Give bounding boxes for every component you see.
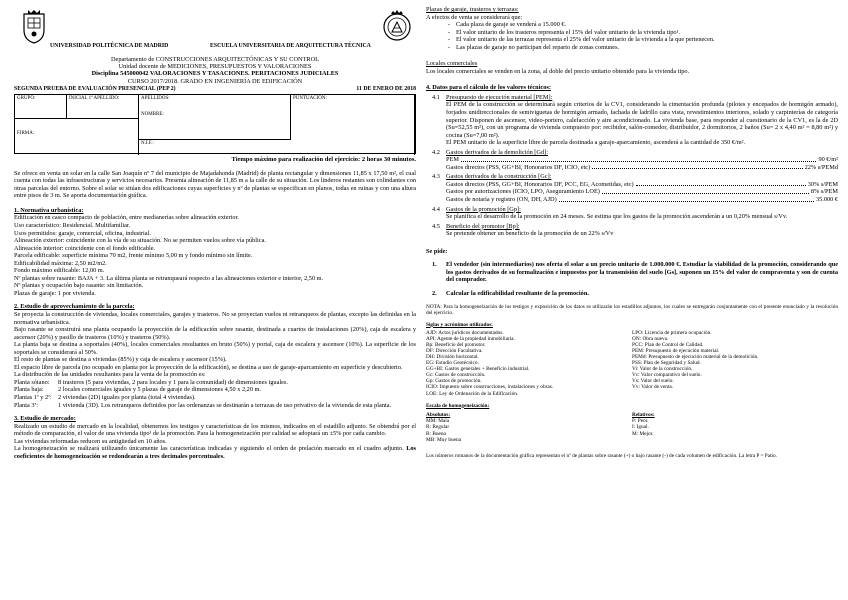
rule-line: Usos permitidos: garaje, comercial, oficina, industrial. (14, 229, 151, 237)
department-block (14, 56, 416, 85)
garage-intro: A efectos de venta se considerará que: (426, 13, 523, 21)
acronyms-right (632, 330, 838, 397)
right-column (426, 6, 838, 596)
acronyms-title: Siglas y acrónimos utilizados: (426, 321, 493, 328)
scale-list (426, 412, 838, 444)
subsection-number: 4.5 (432, 222, 440, 230)
school-crest-icon (382, 10, 412, 42)
acronym-item: Bp: Beneficio del promotor. (426, 341, 486, 348)
cost-row (446, 196, 838, 204)
section-2-para: El resto de plantas se destina a viviendas (85%) y caja de escalera y ascensor (15%). (14, 356, 227, 364)
acronym-item: Gp: Gastos de promoción. (426, 378, 482, 385)
subsection-number: 4.4 (432, 205, 440, 213)
distribution-list (14, 379, 416, 409)
nombre-label: NOMBRE: (141, 111, 164, 117)
scale-item: B: Bueno (426, 430, 447, 437)
subsection-4-2 (426, 149, 838, 172)
subsection-4-5 (426, 223, 838, 238)
rule-line: Edificabilidad máxima: 2,50 m2/m2. (14, 259, 107, 267)
firma-field[interactable]: FIRMA: (15, 119, 139, 155)
cost-row (446, 181, 838, 189)
acronym-item: API: Agente de la propiedad inmobiliaria. (426, 335, 515, 342)
scale-item: I: Igual. (632, 424, 649, 431)
note-text: NOTA: Para la homogeneización de los testigos y exposición de los datos se utilizarán los estadillos adjuntos, los cuales se entregarán conjuntamente con el presente enunciado y la resolución del ejercicio. (426, 303, 838, 316)
scale-absolute (426, 412, 632, 444)
question-number: 1. (432, 261, 437, 269)
cost-row (446, 156, 838, 164)
acronym-item: DH: División horizontal. (426, 354, 479, 361)
acronym-item: Vc: Valor comparativo del suelo. (632, 372, 702, 379)
plant-label: Planta baja: (14, 386, 44, 394)
section-3-text: La homogeneización se realizará utilizando únicamente las características indicadas y siguiendo el orden de prelación marcado en el cuadro adjunto. (14, 445, 407, 453)
subsection-title: Gastos derivados de la demolición [Gd]: (446, 148, 548, 156)
questions-title: Se pide: (426, 247, 448, 255)
section-3-para (14, 445, 416, 460)
rule-line: Alineación exterior: coincidente con la vía de su situación. No se permiten vuelos sobre vía pública. (14, 237, 266, 245)
unit-line: Unidad docente de MEDICIONES, PRESUPUESTOS Y VALORACIONES (118, 63, 312, 71)
question-1 (426, 261, 838, 284)
promotion-text: Se planifica el desarrollo de la promoción en 24 meses. Se estima que los gastos de la promoción ascenderán a un 0,20% mensual s/Vv. (446, 213, 788, 221)
cost-value: 22% s/PEMd (804, 163, 838, 171)
section-2-para: Bajo rasante se construirá una planta ocupando la proyección de la edificación sobre rasante, destinada a cuartos de instalaciones (20%), caja de escalera y ascensor (20%) y pasillo de trasteros (10%) y trasteros (50%). (14, 326, 416, 341)
section-2-para: El espacio libre de parcela (no ocupado en planta por la proyección de la edificación), se destina a uso de garaje-aparcamiento en superficie y descubierto. (14, 363, 403, 371)
section-2-title: 2. Estudio de aprovechamiento de la parcela: (14, 303, 135, 311)
apellidos-field[interactable] (139, 95, 291, 139)
grupo-field[interactable]: GRUPO: (15, 95, 67, 119)
exam-name: SEGUNDA PRUEBA DE EVALUACIÓN PRESENCIAL (PEP 2) (14, 85, 176, 92)
acronym-item: Vi: Valor de la construcción. (632, 366, 693, 373)
acronym-item: Gc: Gastos de construcción. (426, 372, 486, 379)
rule-line: Nº plantas y ocupación bajo rasante: sin limitación. (14, 282, 144, 290)
subsection-4-3 (426, 173, 838, 203)
rule-line: Alineación interior: coincidente con el fondo edificable. (14, 244, 156, 252)
subsection-number: 4.2 (432, 148, 440, 156)
acronym-item: Vv: Valor de venta. (632, 384, 674, 391)
cost-row (446, 188, 838, 196)
scale-item: MM: Mala (426, 418, 450, 425)
section-4-title: 4. Datos para el cálculo de los valores técnicos: (426, 84, 551, 92)
question-text: Calcular la edificabilidad resultante de la promoción. (446, 289, 589, 297)
subsection-title: Gastos derivados de la construcción [Gc]: (446, 173, 552, 181)
question-2 (426, 290, 838, 298)
plant-text: 2 viviendas (2D) iguales por planta (total 4 viviendas). (58, 394, 196, 401)
cost-label: Gastos directos (PSS, GG+BI, Honorarios DF, ICIO, etc) (446, 163, 591, 171)
subject-line: Disciplina 545000042 VALORACIONES Y TASACIONES. PERITACIONES JUDICIALES (91, 70, 339, 78)
garage-title: Plazas de garaje, trasteros y terrazas: (426, 6, 519, 13)
scale-relative (632, 412, 838, 444)
section-2-para: Se proyecta la construcción de viviendas, locales comerciales, garajes y trasteros. No se proyectan vuelos ni retranqueos de plantas, excepto las definidas en la normativa urbanística. (14, 310, 416, 326)
school-name: ESCUELA UNIVERSITARIA DE ARQUITECTURA TÉCNICA (210, 43, 371, 49)
subsection-4-4 (426, 206, 838, 221)
garage-item: - El valor unitario de los trasteros representa el 15% del valor unitario de la vivienda tipo¹. (426, 29, 838, 37)
scale-title: Escala de homogeneización: (426, 402, 490, 409)
garage-item: - Las plazas de garaje no participan del reparto de zonas comunes. (426, 44, 838, 52)
scale-subtitle: Absolutos: (426, 411, 451, 418)
acronym-item: LOE: Ley de Ordenación de la Edificación. (426, 390, 519, 397)
acronym-item: Vs: Valor del suelo. (632, 378, 674, 385)
rule-line: Plazas de garaje: 1 por vivienda. (14, 289, 96, 297)
acronym-item: EG: Estudio Geotécnico. (426, 360, 479, 367)
acronym-item: PSS: Plan de Seguridad y Salud. (632, 360, 701, 367)
rule-line: Edificación en casco compacto de población, entre medianerías sobre alineación exterior. (14, 214, 239, 222)
plant-label: Planta 3ª: (14, 401, 38, 409)
plant-label: Plantas 1ª y 2ª: (14, 394, 52, 401)
time-limit: Tiempo máximo para realización del ejercicio: 2 horas 30 minutos. (231, 155, 416, 163)
scale-item: M: Mejor. (632, 430, 654, 437)
cost-value: 30% s/PEM (807, 180, 838, 188)
acronym-item: ON: Obra nueva. (632, 335, 669, 342)
inicial-field[interactable]: INICIAL 1ª APELLIDO: (67, 95, 139, 119)
university-name: UNIVERSIDAD POLITÉCNICA DE MADRID (50, 43, 169, 49)
acronym-item: PCC: Plan de Control de Calidad. (632, 341, 704, 348)
exam-title-row (14, 86, 416, 93)
rule-line: Uso característico: Residencial. Multifamiliar. (14, 221, 131, 229)
acronyms-list (426, 330, 838, 397)
question-text: El vendedor (sin intermediarios) nos oferta el solar a un precio unitario de 1.000.000 €. Estudiar la viabilidad de la promoción, considerando que los gastos derivados de su formalización e impuestos por la transmisión del suelo [Gs], suponen un 15% del valor de compraventa y son de cuenta del comprador. (446, 261, 838, 284)
subsection-4-1 (426, 94, 838, 147)
section-1-list (14, 214, 416, 297)
course-line: CURSO 2017/2018. GRADO EN INGENIERÍA DE EDIFICACIÓN (127, 77, 303, 85)
acronyms-left (426, 330, 632, 397)
intro-paragraph: Se ofrece en venta un solar en la calle San Joaquín nº 7 del municipio de Majadahonda (Madrid) de planta rectangular y dimensiones 11,85 x 17,50 m², el cual cuenta con todas las infraestructuras y servicios necesarios. Presenta alineación de 11,85 m a la calle de su situación. Los linderos restantes son colindantes con otras parcelas del entorno. Sobre el solar se sitúan dos edificaciones cuyas superficies y nº de plantas se especifican en planos, todas en ruinas y con una altura entre pisos de 3 m. Se aporta documentación gráfica. (14, 169, 416, 200)
acronym-item: PEM: Presupuesto de ejecución material. (632, 347, 720, 354)
cost-label: Gastos de notaría y registro (ON, DH, AJD) (446, 196, 557, 204)
scale-item: P: Peor. (632, 418, 649, 425)
left-column (14, 6, 416, 596)
section-1-title: 1. Normativa urbanística: (14, 206, 84, 214)
cost-label: Gastos directos (PSS, GG+BI, Honorarios DF, PCC, EG, Acometidas, etc) (446, 180, 634, 188)
subsection-number: 4.3 (432, 173, 440, 181)
acronym-item: ICIO: Impuesto sobre construcciones, instalaciones y obras. (426, 384, 554, 391)
cost-row (446, 164, 838, 172)
garage-item: - El valor unitario de las terrazas representa el 25% del valor unitario de la vivienda a la que pertenecen. (426, 36, 838, 44)
section-3-para: Las viviendas reformadas reducen su antigüedad en 10 años. (14, 437, 167, 445)
pem-text-2: El PEM unitario de la superficie libre de parcela destinada a garaje-aparcamiento, ascenderá a la cantidad de 350 €/m². (446, 139, 746, 147)
nif-field[interactable]: N.I.F.: (139, 139, 291, 155)
locales-title: Locales comerciales (426, 60, 478, 68)
cost-value: 90 €/m² (818, 156, 838, 164)
upm-crest-icon (20, 8, 48, 44)
student-id-box (14, 94, 416, 154)
acronym-item: LPO: Licencia de primera ocupación. (632, 329, 712, 336)
cost-label: PEM (446, 156, 459, 164)
puntuacion-field[interactable]: PUNTUACIÓN: (291, 95, 415, 155)
acronym-item: DF: Dirección Facultativa. (426, 347, 483, 354)
cost-label: Gastos por autorizaciones (ICIO, LPO, Aseguramiento LOE) (446, 188, 600, 196)
rule-line: Parcela edificable: superficie mínima 70 m2, frente mínimo 5,00 m y fondo mínimo sin límite. (14, 252, 253, 260)
acronym-item: AJD: Actos jurídicos documentados. (426, 329, 504, 336)
section-2-para: La distribución de las unidades resultantes para la venta de la promoción es: (14, 371, 206, 379)
header-logos (14, 6, 416, 49)
exam-date: 11 DE ENERO DE 2018 (356, 85, 416, 92)
plant-label: Planta sótano: (14, 378, 50, 386)
scale-subtitle: Relativos: (632, 411, 655, 418)
profit-text: Se pretende obtener un beneficio de la promoción de un 22% s/Vv (446, 230, 614, 238)
section-3-para: Realizado un estudio de mercado en la localidad, obtenemos los testigos y características de los mismos, indicados en el estadillo adjunto. Se obtendrá por el método de comparación, el valor de una vivienda tipo¹ de la promoción. Para la homogeneización por calidad se adoptará un ±5% por cada cambio. (14, 422, 416, 438)
section-3-title: 3. Estudio de mercado: (14, 415, 76, 423)
subsection-title: Beneficio del promotor [Bp]: (446, 222, 520, 230)
subsection-title: Gastos de la promoción [Gp]: (446, 205, 521, 213)
scale-item: R: Regular (426, 424, 450, 431)
plant-text: 1 vivienda (3D). Los retranqueos definidos por las ordenanzas se destinarán a terrazas de uso privativo de la vivienda de esta planta. (58, 401, 392, 409)
rule-line: Nº plantas sobre rasante: BAJA + 3. La última planta se retranqueará respecto a las alineaciones exterior e interior, 2,50 m. (14, 274, 324, 282)
subsection-number: 4.1 (432, 93, 440, 101)
garage-list (426, 21, 838, 51)
footer-note: Los números romanos de la documentación gráfica representan el nº de plantas sobre rasante (+) o bajo rasante (-) de cada volumen de edificación. La letra P = Patio. (426, 453, 777, 460)
acronym-item: PEMd: Presupuesto de ejecución material de la demolición. (632, 354, 759, 361)
apellidos-label: APELLIDOS: (141, 95, 170, 101)
garage-item: - Cada plaza de garaje se venderá a 15.000 €. (426, 21, 838, 29)
section-3-emphasis: Los coeficientes de homogeneización se redondearán a tres decimales porcentuales. (14, 445, 416, 460)
department-line: Departamento de CONSTRUCCIONES ARQUITECTÓNICAS Y SU CONTROL (110, 56, 320, 63)
subsection-title: Presupuesto de ejecución material [PEM]: (446, 93, 553, 101)
acronym-item: GG+BI: Gastos generales + Beneficio industrial. (426, 366, 530, 373)
plant-text: 2 locales comerciales iguales y 5 plazas de garaje de dimensiones 4,50 x 2,20 m. (58, 386, 262, 394)
pem-text: El PEM de la construcción se determinará según criterios de la CV1, considerando la cimentación profunda (pilotes y encepados de hormigón armado), forjados unidireccionales de semiviguetas de hormigón armado, fachada de ladrillo cara vista, revestimientos interiores, solado y carpinterías de categoría superior. Disponen de ascensor, video-portero, calefacción y aire acondicionado. La vivienda base, para responder al cuestionario de la CV1, es la de 2D (Su=52,55 m²), con un programa de vivienda compuesto por: recibidor, salón-comedor, distribuidor, 2 dormitorios, 2 baños (Su= 2 x 4,40 m² = 8,80 m²) y cocina (Su=7,00 m²). (446, 101, 838, 139)
section-2-para: La planta baja se destina a soportales (40%), locales comerciales resultantes en bruto (50%) y portal, caja de escalera y ascensor (10%). La superficie de los soportales se considerará al 50%. (14, 341, 416, 356)
rule-line: Fondo máximo edificable: 12,00 m. (14, 267, 105, 275)
locales-text: Los locales comerciales se venden en la zona, al doble del precio unitario obtenido para la vivienda tipo. (426, 67, 690, 75)
scale-item: MB: Muy buena (426, 437, 462, 444)
cost-value: 35.000 € (815, 196, 838, 204)
plant-text: 8 trasteros (5 para viviendas, 2 para locales y 1 para la comunidad) de dimensiones iguales. (58, 378, 288, 386)
cost-value: 8% s/PEM (810, 188, 838, 196)
question-number: 2. (432, 289, 437, 297)
